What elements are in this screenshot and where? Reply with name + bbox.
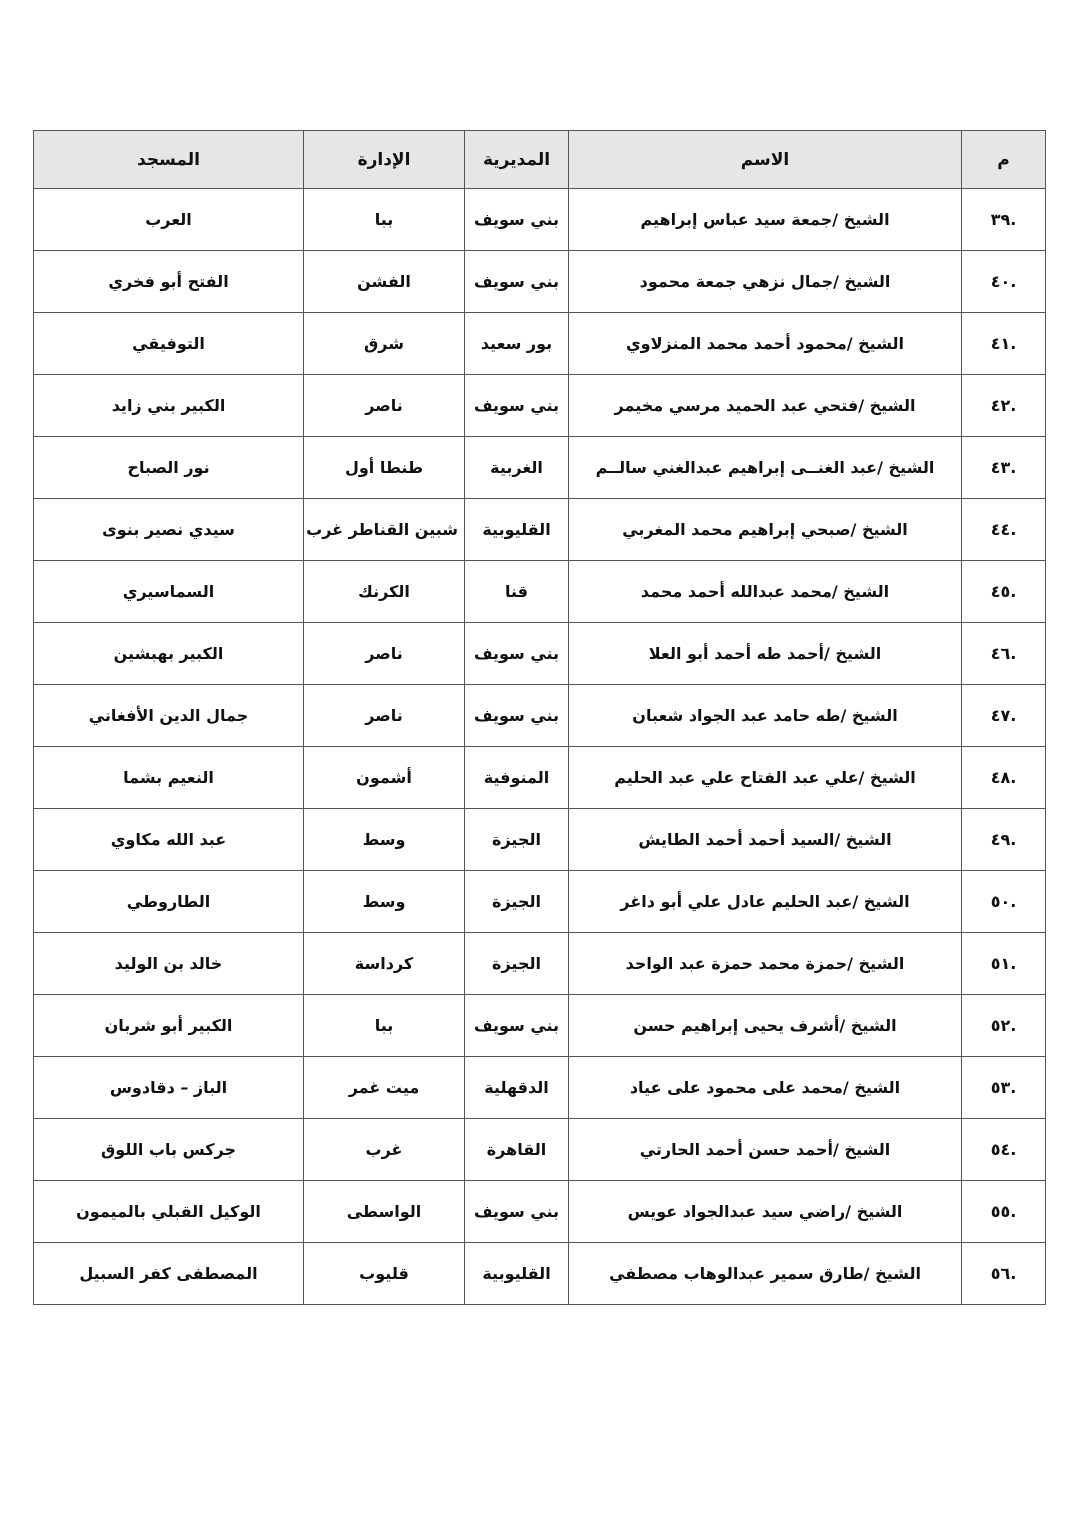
table-row bbox=[34, 189, 1046, 251]
administration-cell: وسط bbox=[304, 809, 465, 871]
row-number-cell: .٤٢ bbox=[962, 375, 1046, 437]
directorate-cell: بني سويف bbox=[465, 1181, 569, 1243]
directorate-cell: الجيزة bbox=[465, 933, 569, 995]
table-row bbox=[34, 1119, 1046, 1181]
table-row bbox=[34, 561, 1046, 623]
mosque-name-cell: الفتح أبو فخري bbox=[34, 251, 304, 313]
row-number-cell: .٤٧ bbox=[962, 685, 1046, 747]
administration-cell: طنطا أول bbox=[304, 437, 465, 499]
mosque-name-cell: خالد بن الوليد bbox=[34, 933, 304, 995]
administration-cell: كرداسة bbox=[304, 933, 465, 995]
administration-cell: ببا bbox=[304, 995, 465, 1057]
directorate-cell: الغربية bbox=[465, 437, 569, 499]
imam-name-cell: الشيخ /راضي سيد عبدالجواد عويس bbox=[569, 1181, 962, 1243]
administration-cell: ناصر bbox=[304, 623, 465, 685]
table-row bbox=[34, 1243, 1046, 1305]
directorate-cell: القليوبية bbox=[465, 1243, 569, 1305]
directorate-cell: بني سويف bbox=[465, 375, 569, 437]
table-row bbox=[34, 499, 1046, 561]
mosque-name-cell: عبد الله مكاوي bbox=[34, 809, 304, 871]
header-mosque: المسجد bbox=[34, 131, 304, 189]
imam-name-cell: الشيخ /طارق سمير عبدالوهاب مصطفي bbox=[569, 1243, 962, 1305]
administration-cell: قليوب bbox=[304, 1243, 465, 1305]
directorate-cell: الجيزة bbox=[465, 809, 569, 871]
row-number-cell: .٣٩ bbox=[962, 189, 1046, 251]
directorate-cell: بور سعيد bbox=[465, 313, 569, 375]
table-body bbox=[34, 189, 1046, 1305]
administration-cell: ببا bbox=[304, 189, 465, 251]
table-row bbox=[34, 375, 1046, 437]
administration-cell: ناصر bbox=[304, 375, 465, 437]
imam-name-cell: الشيخ /طه حامد عبد الجواد شعبان bbox=[569, 685, 962, 747]
row-number-cell: .٤٣ bbox=[962, 437, 1046, 499]
administration-cell: وسط bbox=[304, 871, 465, 933]
administration-cell: أشمون bbox=[304, 747, 465, 809]
row-number-cell: .٤٩ bbox=[962, 809, 1046, 871]
imam-name-cell: الشيخ /جمعة سيد عباس إبراهيم bbox=[569, 189, 962, 251]
mosque-name-cell: التوفيقي bbox=[34, 313, 304, 375]
imam-name-cell: الشيخ /فتحي عبد الحميد مرسي مخيمر bbox=[569, 375, 962, 437]
mosque-name-cell: نور الصباح bbox=[34, 437, 304, 499]
mosque-name-cell: المصطفى كفر السبيل bbox=[34, 1243, 304, 1305]
table-row bbox=[34, 1181, 1046, 1243]
directorate-cell: بني سويف bbox=[465, 189, 569, 251]
row-number-cell: .٥٣ bbox=[962, 1057, 1046, 1119]
mosque-name-cell: الباز – دقادوس bbox=[34, 1057, 304, 1119]
administration-cell: شبين القناطر غرب bbox=[304, 499, 465, 561]
imam-name-cell: الشيخ /محمد عبدالله أحمد محمد bbox=[569, 561, 962, 623]
administration-cell: غرب bbox=[304, 1119, 465, 1181]
directorate-cell: المنوفية bbox=[465, 747, 569, 809]
mosque-name-cell: السماسيري bbox=[34, 561, 304, 623]
directorate-cell: الجيزة bbox=[465, 871, 569, 933]
directorate-cell: بني سويف bbox=[465, 685, 569, 747]
administration-cell: الفشن bbox=[304, 251, 465, 313]
table-row bbox=[34, 685, 1046, 747]
table-row bbox=[34, 809, 1046, 871]
table-row bbox=[34, 251, 1046, 313]
table-row bbox=[34, 933, 1046, 995]
directorate-cell: الدقهلية bbox=[465, 1057, 569, 1119]
imam-name-cell: الشيخ /علي عبد الفتاح علي عبد الحليم bbox=[569, 747, 962, 809]
header-num: م bbox=[962, 131, 1046, 189]
row-number-cell: .٤٥ bbox=[962, 561, 1046, 623]
administration-cell: الكرنك bbox=[304, 561, 465, 623]
mosque-name-cell: الطاروطي bbox=[34, 871, 304, 933]
table-header bbox=[34, 131, 1046, 189]
directorate-cell: بني سويف bbox=[465, 623, 569, 685]
imam-name-cell: الشيخ /محمود أحمد محمد المنزلاوي bbox=[569, 313, 962, 375]
mosque-name-cell: الكبير بهبشين bbox=[34, 623, 304, 685]
imam-name-cell: الشيخ /أحمد طه أحمد أبو العلا bbox=[569, 623, 962, 685]
imam-name-cell: الشيخ /جمال نزهي جمعة محمود bbox=[569, 251, 962, 313]
row-number-cell: .٥٢ bbox=[962, 995, 1046, 1057]
administration-cell: ميت غمر bbox=[304, 1057, 465, 1119]
row-number-cell: .٤٦ bbox=[962, 623, 1046, 685]
table-row bbox=[34, 871, 1046, 933]
row-number-cell: .٤٠ bbox=[962, 251, 1046, 313]
mosque-name-cell: النعيم بشما bbox=[34, 747, 304, 809]
row-number-cell: .٥١ bbox=[962, 933, 1046, 995]
row-number-cell: .٤١ bbox=[962, 313, 1046, 375]
table-row bbox=[34, 623, 1046, 685]
table-row bbox=[34, 1057, 1046, 1119]
imam-name-cell: الشيخ /السيد أحمد أحمد الطايش bbox=[569, 809, 962, 871]
table-row bbox=[34, 313, 1046, 375]
row-number-cell: .٥٤ bbox=[962, 1119, 1046, 1181]
table-row bbox=[34, 747, 1046, 809]
mosque-name-cell: سيدي نصير بنوى bbox=[34, 499, 304, 561]
header-administration: الإدارة bbox=[304, 131, 465, 189]
mosque-name-cell: الكبير بني زايد bbox=[34, 375, 304, 437]
imam-name-cell: الشيخ /أشرف يحيى إبراهيم حسن bbox=[569, 995, 962, 1057]
imam-name-cell: الشيخ /حمزة محمد حمزة عبد الواحد bbox=[569, 933, 962, 995]
directorate-cell: بني سويف bbox=[465, 995, 569, 1057]
mosque-name-cell: الكبير أبو شربان bbox=[34, 995, 304, 1057]
imam-name-cell: الشيخ /محمد على محمود على عياد bbox=[569, 1057, 962, 1119]
imam-name-cell: الشيخ /عبد الحليم عادل علي أبو داغر bbox=[569, 871, 962, 933]
mosque-name-cell: جمال الدين الأفغاني bbox=[34, 685, 304, 747]
row-number-cell: .٥٥ bbox=[962, 1181, 1046, 1243]
directorate-cell: بني سويف bbox=[465, 251, 569, 313]
mosque-name-cell: الوكيل القبلي بالميمون bbox=[34, 1181, 304, 1243]
directorate-cell: القليوبية bbox=[465, 499, 569, 561]
header-name: الاسم bbox=[569, 131, 962, 189]
directorate-cell: القاهرة bbox=[465, 1119, 569, 1181]
mosque-name-cell: العرب bbox=[34, 189, 304, 251]
document-sheet bbox=[34, 130, 1046, 1305]
row-number-cell: .٥٠ bbox=[962, 871, 1046, 933]
imam-name-cell: الشيخ /عبد الغنــى إبراهيم عبدالغني سالــم bbox=[569, 437, 962, 499]
header-directorate: المديرية bbox=[465, 131, 569, 189]
header-row bbox=[34, 131, 1046, 189]
administration-cell: ناصر bbox=[304, 685, 465, 747]
imam-name-cell: الشيخ /صبحي إبراهيم محمد المغربي bbox=[569, 499, 962, 561]
table-row bbox=[34, 437, 1046, 499]
administration-cell: الواسطى bbox=[304, 1181, 465, 1243]
imam-name-cell: الشيخ /أحمد حسن أحمد الحارتي bbox=[569, 1119, 962, 1181]
row-number-cell: .٤٤ bbox=[962, 499, 1046, 561]
imams-table bbox=[33, 130, 1046, 1305]
table-row bbox=[34, 995, 1046, 1057]
directorate-cell: قنا bbox=[465, 561, 569, 623]
administration-cell: شرق bbox=[304, 313, 465, 375]
mosque-name-cell: جركس باب اللوق bbox=[34, 1119, 304, 1181]
row-number-cell: .٤٨ bbox=[962, 747, 1046, 809]
row-number-cell: .٥٦ bbox=[962, 1243, 1046, 1305]
